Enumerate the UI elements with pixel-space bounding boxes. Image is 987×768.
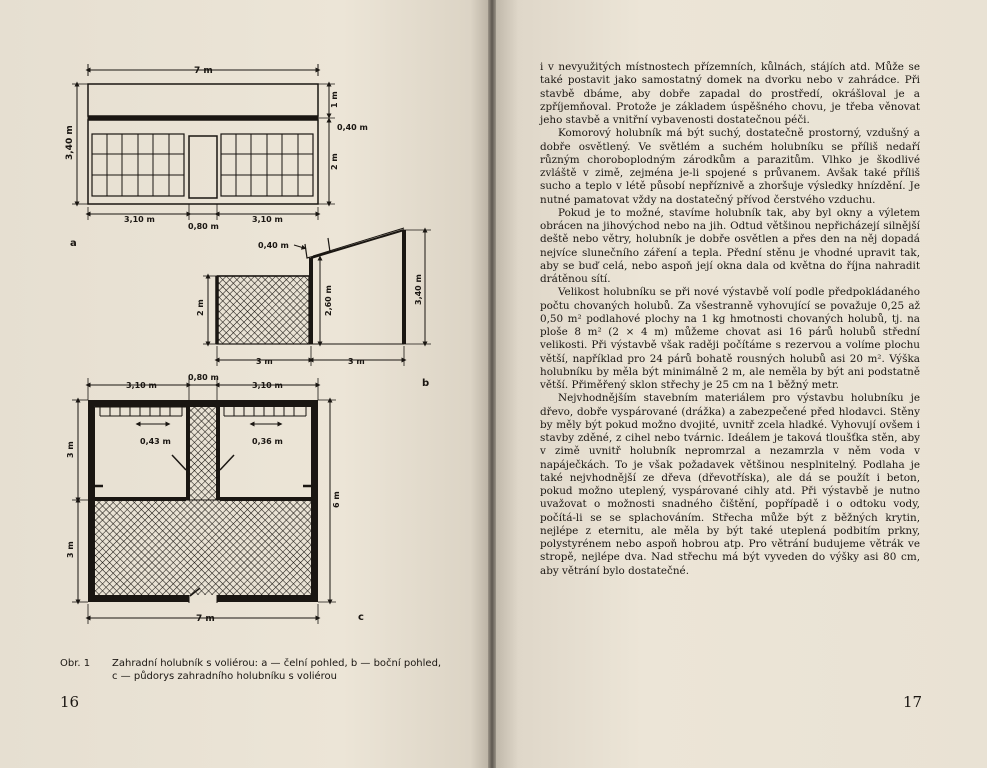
dim-a-width-total: 7 m bbox=[194, 66, 213, 76]
dim-c-left: 3,10 m bbox=[126, 381, 157, 390]
paragraph: Pokud je to možné, stavíme holubník tak, aby byl okny a výletem obrácen na jihovýchod nebo na jih. Odtud většinou nepřicházejí silnější deště nebo větry, holubník je dobře osvětlen a přes den na něj dopadá nejvíce slunečního záření a tepla. Přední stěnu je vhodné upravit tak, aby se buď celá, nebo aspoň její okna dala od května do října nahradit drátěnou sítí. bbox=[540, 206, 920, 285]
caption-text: Zahradní holubník s voliérou: a — čelní pohled, b — boční pohled, c — půdorys zahradního holubníku s voliérou bbox=[112, 658, 442, 682]
dim-a-sill: 0,40 m bbox=[337, 123, 368, 132]
dim-b-total-h: 3,40 m bbox=[414, 274, 423, 305]
dim-a-top: 1 m bbox=[330, 91, 339, 108]
paragraph: i v nevyužitých místnostech přízemních, kůlnách, stájích atd. Může se také postavit jako samostatný domek na dvorku nebo v zahrádce. Při stavbě dbáme, aby dobře zapadal do prostředí, okrášloval je a zpříjemňoval. Protože je základem úspěšného chovu, je třeba věnovat jeho stavbě a vnitřní vybavenosti dostatečnou péči. bbox=[540, 61, 920, 126]
pigeon-house-figure bbox=[0, 0, 490, 640]
dim-b-aviary-w: 3 m bbox=[256, 357, 273, 366]
paragraph: Komorový holubník má být suchý, dostatečně prostorný, vzdušný a dobře osvětlený. Ve světlém a suchém holubníku se příliš nedaří různým choroboplodným zárodkům a parazitům. Vlhko je škodlivé zvláště v zimě, zejména je-li spojené s průvanem. Avšak také příliš sucho a teplo v létě působí nepříznivě a zhoršuje výsledky hnízdění. Je nutné pamatovat vždy na dostatečný přívod čerstvého vzduchu. bbox=[540, 127, 920, 206]
dim-c-aviary-d: 3 m bbox=[66, 541, 75, 558]
figure-b-label: b bbox=[422, 378, 430, 389]
dim-c-total-d: 6 m bbox=[332, 491, 341, 508]
paragraph: Nejvhodnějším stavebním materiálem pro výstavbu holubníku je dřevo, dobře vyspárované (drážka) a zabezpečené před hlodavci. Stěny by měly být pokud možno dvojité, uvnitř zcela hladké. Vyhovují ovšem i stavby zděné, z cihel nebo tvárnic. Ideálem je taková tloušťka stěn, aby v zimě uvnitř holubník nepromrzal a nezamrzla v něm voda v napáječkách. To je však požadavek většinou nesplnitelný. Podlaha je také nejvhodnější ze dřeva (dřevotříska), ale dá se použít i beton, pokud možno uteplený, vyspárované cihly atd. Při výstavbě je nutno uvažovat o možnosti snadného čištění, popřípadě i o odtoku vody, počítá-li se se splachováním. Střecha může být z běžných krytin, nejlépe z eternitu, ale měla by být také uteplená podbitím prkny, polystyrénem nebo aspoň hobrou atp. Pro větrání budujeme větrák ve stropě, nejlépe dva. Nad střechu má být vyveden do výšky asi 80 cm, aby větrání bylo dostatečné. bbox=[540, 392, 920, 577]
dim-a-height-total: 3,40 m bbox=[65, 125, 75, 160]
dim-c-right: 3,10 m bbox=[252, 381, 283, 390]
figure-a-label: a bbox=[70, 238, 77, 249]
figure-b-side-view bbox=[203, 228, 431, 366]
figure-c-label: c bbox=[358, 612, 364, 623]
dim-c-shelf-right: 0,36 m bbox=[252, 437, 283, 446]
paragraph: Velikost holubníku se při nové výstavbě volí podle předpokládaného počtu chovaných holubů. Za všestranně vyhovující se považuje 0,25 až 0,50 m² podlahové plochy na 1 kg hmotnosti chovaných holubů, tj. na ploše 8 m² (2 × 4 m) můžeme chovat asi 16 párů holubů střední velikosti. Při výstavbě však raději počítáme s rezervou a volíme plochu větší, například pro 24 párů bohatě rousných holubů asi 20 m². Výška holubníku by měla být minimálně 2 m, ale neměla by být ani podstatně větší. Přiměřený sklon střechy je 25 cm na 1 běžný metr. bbox=[540, 286, 920, 391]
dim-b-wall-h: 2,60 m bbox=[324, 285, 333, 316]
figure-a-front-view bbox=[72, 64, 335, 220]
dim-a-left: 3,10 m bbox=[124, 215, 155, 224]
dim-a-right: 3,10 m bbox=[252, 215, 283, 224]
dim-a-window-h: 2 m bbox=[330, 153, 339, 170]
caption-label: Obr. 1 bbox=[60, 658, 91, 669]
dim-a-door: 0,80 m bbox=[188, 222, 219, 231]
page-number-right: 17 bbox=[903, 693, 923, 711]
dim-c-house-d: 3 m bbox=[66, 441, 75, 458]
page-number-left: 16 bbox=[60, 693, 80, 711]
dim-c-total-w: 7 m bbox=[196, 614, 215, 624]
dim-c-door: 0,80 m bbox=[188, 373, 219, 382]
figure-c-floor-plan bbox=[72, 378, 336, 624]
dim-b-vent: 0,40 m bbox=[258, 241, 289, 250]
dim-b-house-w: 3 m bbox=[348, 357, 365, 366]
body-text bbox=[540, 61, 920, 578]
dim-c-shelf-left: 0,43 m bbox=[140, 437, 171, 446]
dim-b-aviary-h: 2 m bbox=[196, 299, 205, 316]
